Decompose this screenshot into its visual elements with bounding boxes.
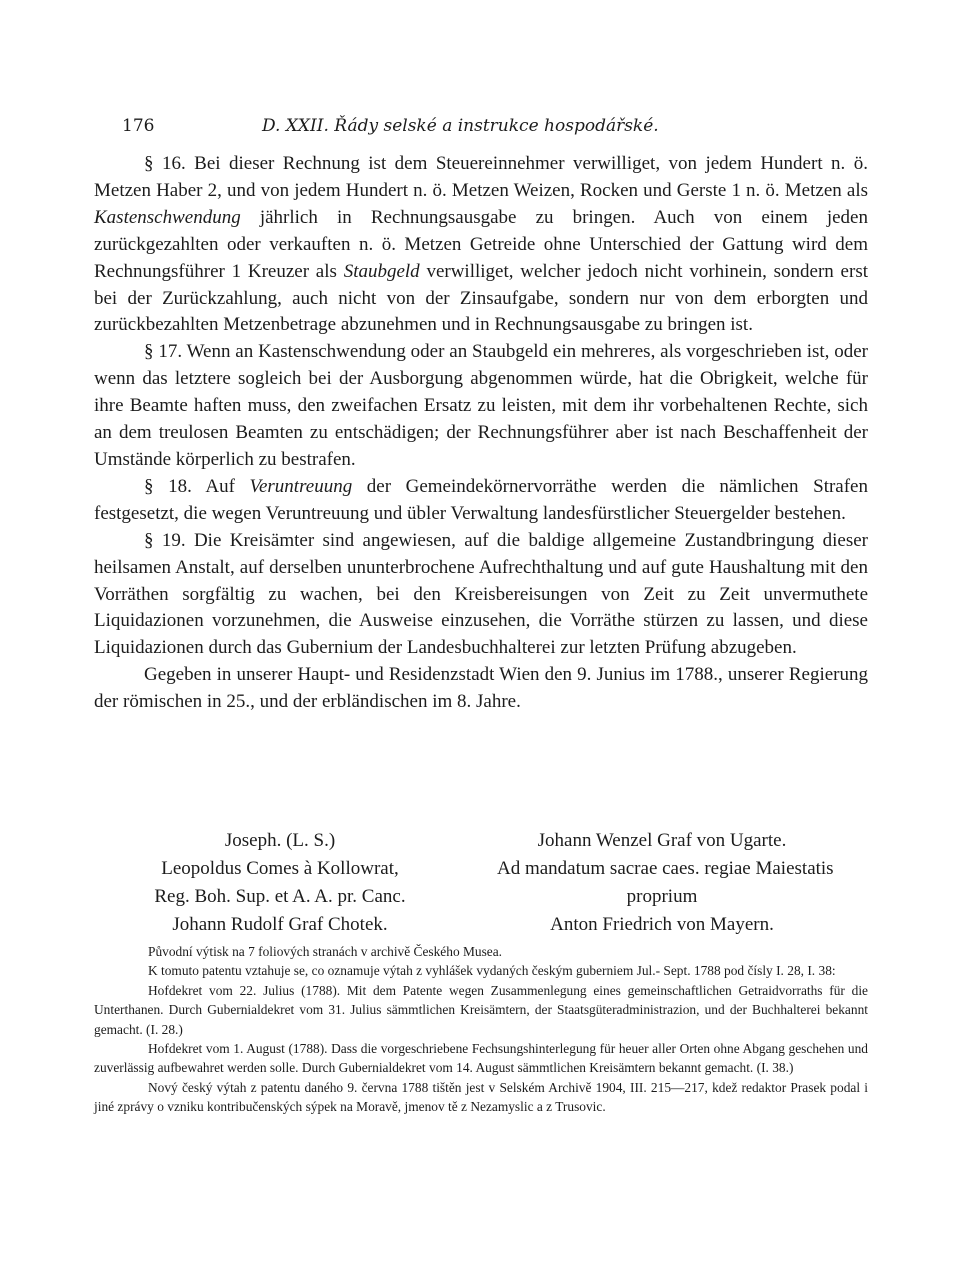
note-4: Nový český výtah z patentu daného 9. června 1788 tištěn jest v Selském Archivě 1904, III. 215—217, kdež redaktor Prasek podal i jiné zprávy o vzniku kontribučenských sýpek na Moravě, jmenov tě z Nezamyslic a z Trusovic. xyxy=(94,1079,868,1115)
signature-line: Anton Friedrich von Mayern. xyxy=(550,914,774,935)
running-title: D. XXII. Řády selské a instrukce hospodářské. xyxy=(262,116,659,136)
paragraph-16: § 16. Bei dieser Rechnung ist dem Steuereinnehmer verwilliget, von jedem Hundert n. ö. Metzen Haber 2, und von jedem Hundert n. ö. Metzen Weizen, Rocken und Gerste 1 n. ö. Metzen als Kastenschwendung jährlich in Rechnungsausgabe zu bringen. Auch von einem jeden zurückgezahlten oder verkauften n. ö. Metzen Getreide ohne Unterschied der Gattung wird dem Rechnungsführer 1 Kreuzer als Staubgeld verwilliget, welcher jedoch nicht vorhinein, sondern erst bei der Zurückzahlung, auch nicht von der Zinsaufgabe, sondern nur von dem erborgten und zurückbezahlten Metzenbetrage abzunehmen und in Rechnungsausgabe zu bringen ist. xyxy=(94,153,868,336)
signature-line: Johann Rudolf Graf Chotek. xyxy=(172,914,388,935)
signature-line: Leopoldus Comes à Kollowrat, xyxy=(161,858,399,879)
signature-line: Joseph. (L. S.) xyxy=(224,830,336,851)
signature-line: Reg. Boh. Sup. et A. A. pr. Canc. xyxy=(154,886,406,907)
note-2: Hofdekret vom 22. Julius (1788). Mit dem Patente wegen Zusammenlegung eines gemeinschaftlichen Getraidvorraths für die Unterthanen. Durch Gubernialdekret vom 31. Julius sämmtlichen Kreisämtern, der Staatsgüteradministrazion, und der Buchhalterei bekannt gemacht. (I. 28.) xyxy=(94,982,868,1037)
note-1: K tomuto patentu vztahuje se, co oznamuje výtah z vyhlášek vydaných českým guberniem Jul.- Sept. 1788 pod čísly I. 28, I. 38: xyxy=(148,963,836,979)
signatures-left xyxy=(115,827,445,939)
footnotes xyxy=(94,942,868,1117)
signatures-right xyxy=(497,827,834,939)
signature-line: Ad mandatum sacrae caes. regiae Maiestatis xyxy=(497,858,834,879)
term-veruntreuung: Veruntreuung xyxy=(249,475,353,497)
page-number: 176 xyxy=(122,116,155,136)
paragraph-17: § 17. Wenn an Kastenschwendung oder an Staubgeld ein mehreres, als vorgeschrieben ist, oder wenn das letztere sogleich bei der Ausborgung abgenommen würde, hat die Obrigkeit, welche für ihre Beamte haften muss, den zweifachen Ersatz zu leisten, mit dem ihr vorbehaltenen Rechte, sich an dem treulosen Beamten zu entschädigen; der Rechnungsführer aber ist nach Beschaffenheit der Umstände körperlich zu bestrafen. xyxy=(94,341,868,470)
page-header xyxy=(122,116,842,140)
note-3: Hofdekret vom 1. August (1788). Dass die vorgeschriebene Fechsungshinterlegung für heuer aller Orten ohne Abgang geschehen und zuverlässig aufbewahret werden solle. Durch Gubernialdekret vom 14. August sämmtlichen Kreisämtern bekannt gemacht. (I. 38.) xyxy=(94,1041,868,1076)
source-note: Původní výtisk na 7 foliových stranách v archivě Českého Musea. xyxy=(148,944,503,959)
main-text xyxy=(94,151,868,716)
paragraph-18: § 18. Auf Veruntreuung der Gemeindekörnervorräthe werden die nämlichen Strafen festgesetzt, die wegen Veruntreuung und übler Verwaltung landesfürstlicher Steuergelder bestehen. xyxy=(94,475,868,524)
closing-formula: Gegeben in unserer Haupt- und Residenzstadt Wien den 9. Junius im 1788., unserer Regierung der römischen in 25., und der erbländischen im 8. Jahre. xyxy=(94,664,868,713)
signature-line: Johann Wenzel Graf von Ugarte. xyxy=(537,830,787,851)
term-staubgeld: Staubgeld xyxy=(343,260,420,282)
signature-line: proprium xyxy=(626,886,698,907)
paragraph-19: § 19. Die Kreisämter sind angewiesen, auf die baldige allgemeine Zustandbringung dieser heilsamen Anstalt, auf derselben ununterbrochene Aufrechthaltung und auf gute Haushaltung mit den Vorräthen sorgfältig zu wachen, bei den Kreisbereisungen von Zeit zu Zeit unvermuthete Liquidazionen vorzunehmen, die Ausweise einzusehen, die Vorräthe stürzen zu lassen, und diese Liquidazionen durch das Gubernium der Landesbuchhalterei zur letzten Prüfung abzugeben. xyxy=(94,529,868,659)
term-kastenschwendung: Kastenschwendung xyxy=(94,206,241,228)
